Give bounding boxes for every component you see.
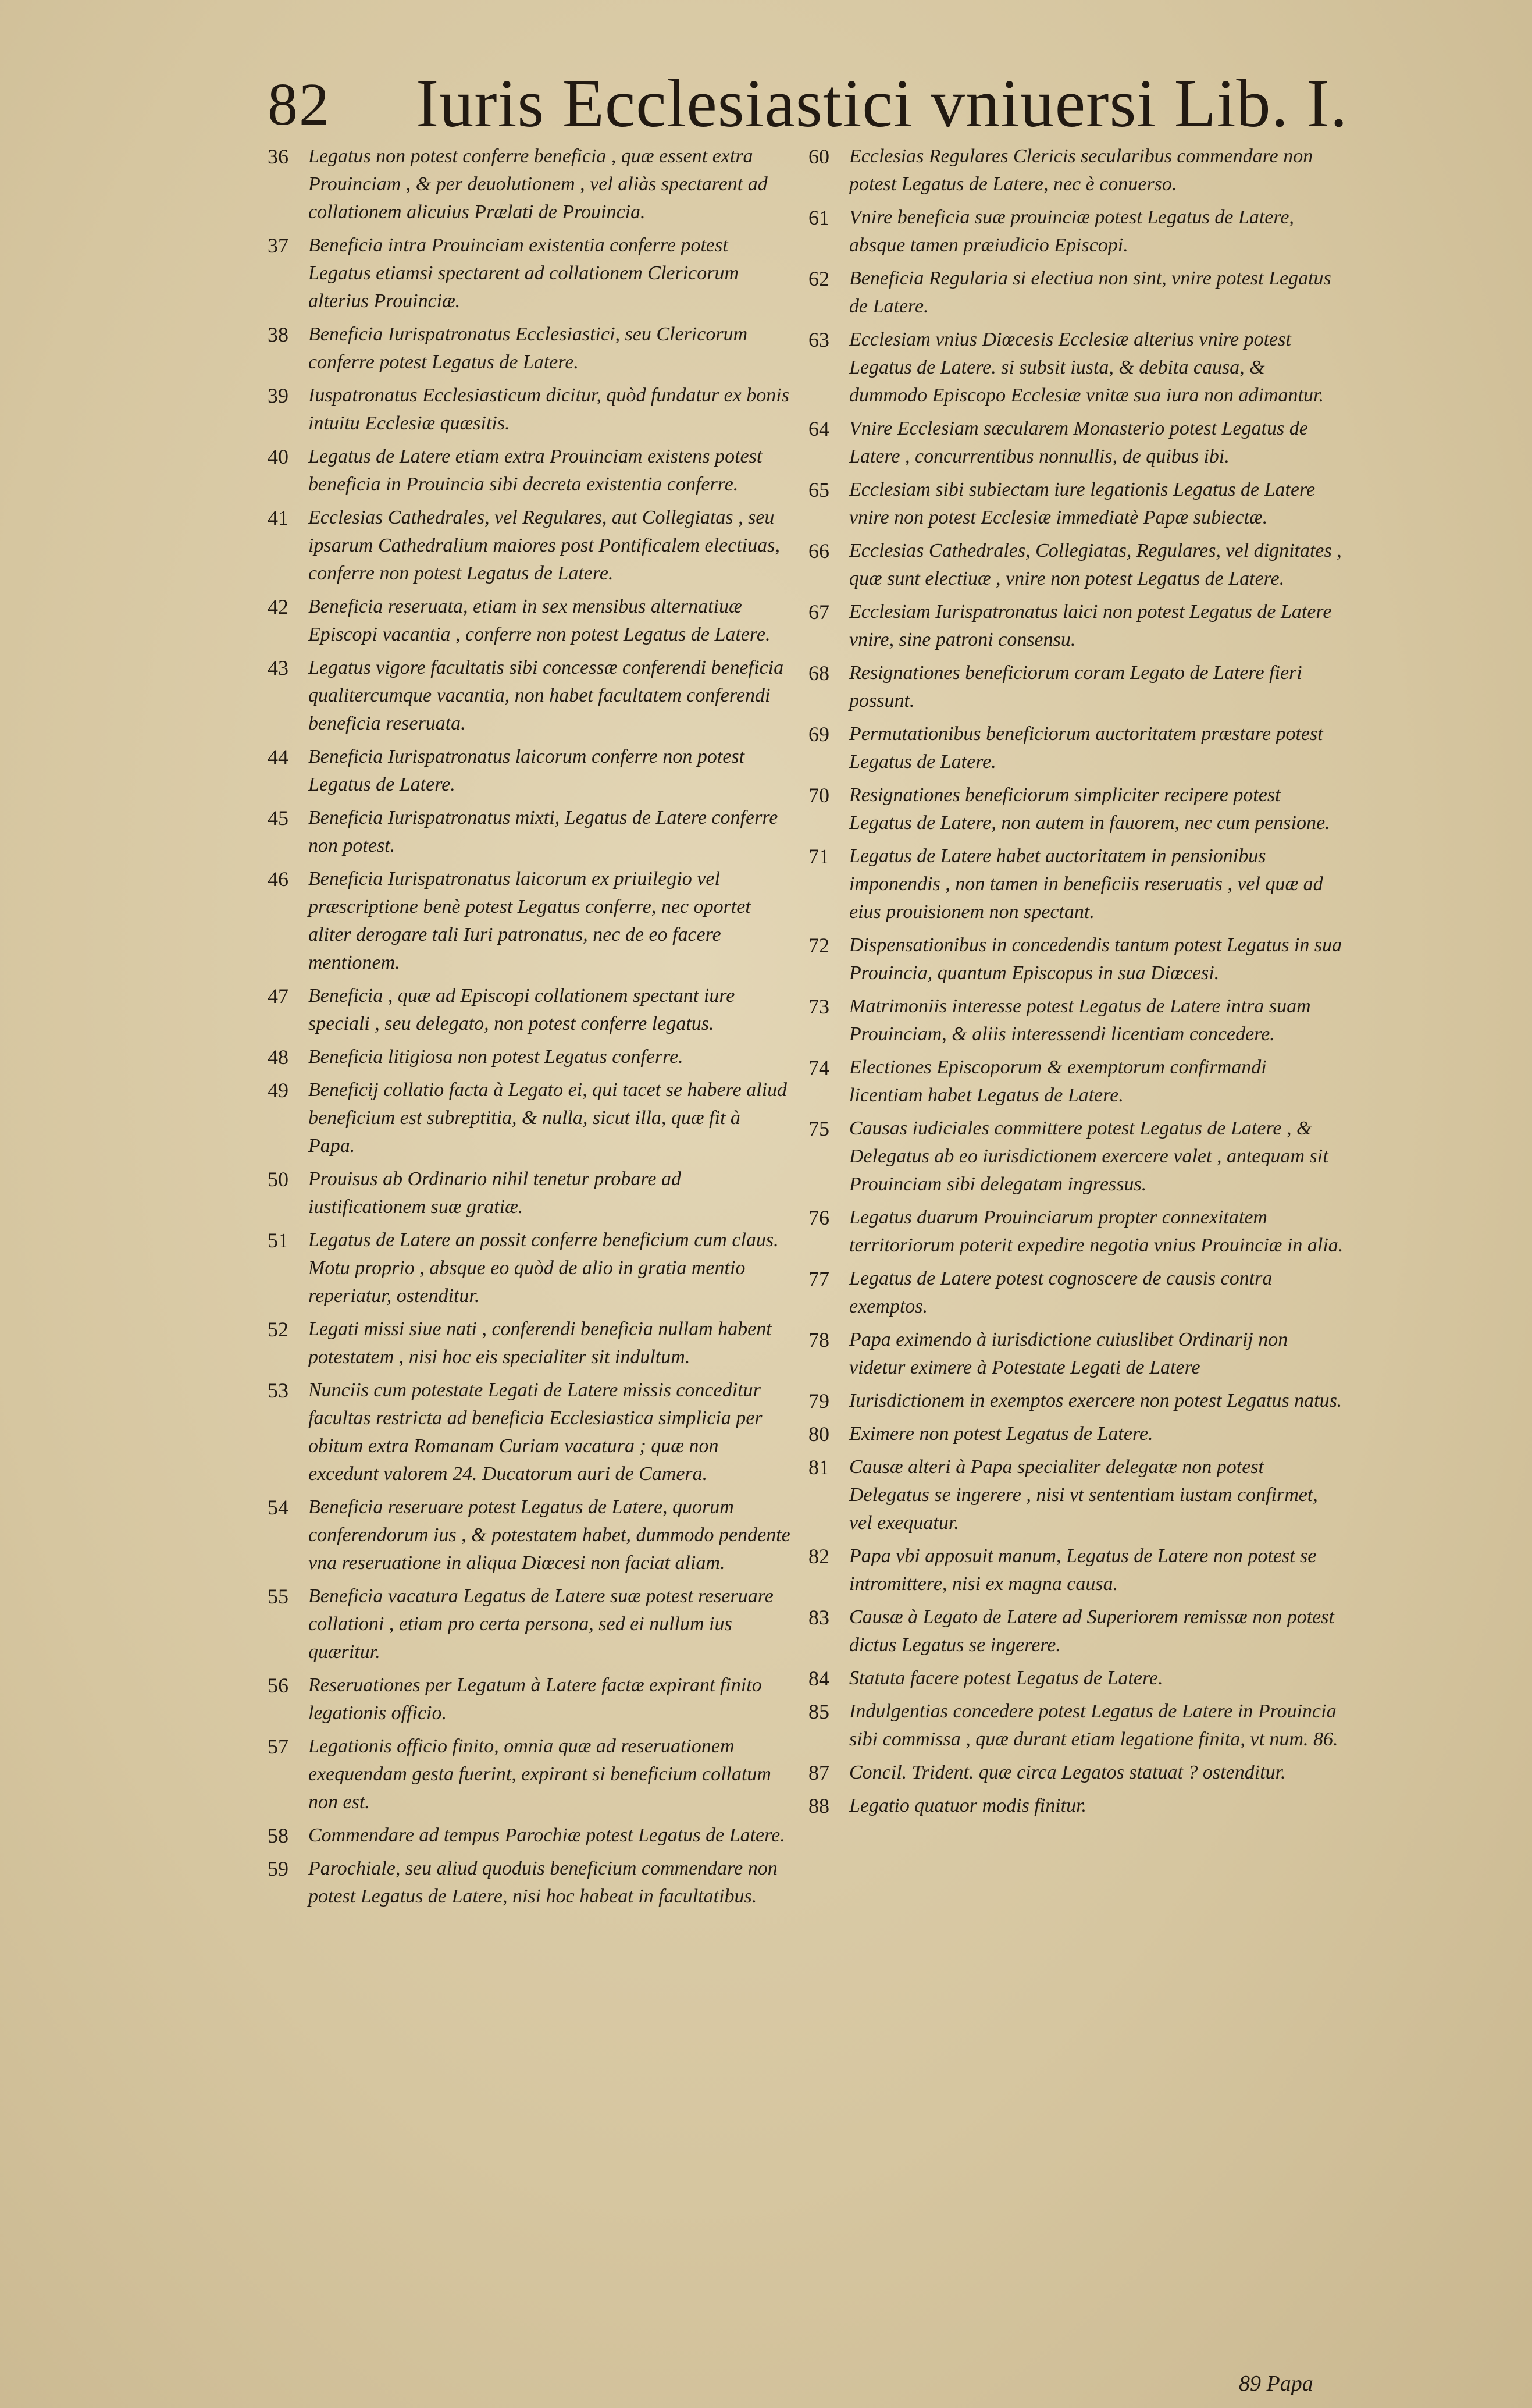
summary-entry: [268, 143, 791, 226]
entry-number: 56: [268, 1674, 288, 1697]
summary-entry: [808, 842, 1344, 926]
summary-entry: [808, 1603, 1344, 1659]
entry-number: 77: [808, 1267, 829, 1290]
summary-entry: [268, 321, 791, 376]
summary-entry: [808, 720, 1344, 776]
entry-number: 54: [268, 1496, 288, 1519]
entry-text: Legationis officio finito, omnia quæ ad reseruationem exequendam gesta fuerint, expirant si beneficium collatum non est.: [308, 1735, 771, 1813]
entry-text: Beneficij collatio facta à Legato ei, qui tacet se habere aliud beneficium est subreptitia, & nulla, sicut illa, quæ fit à Papa.: [308, 1079, 788, 1157]
entry-number: 71: [808, 845, 829, 868]
entry-text: Iuspatronatus Ecclesiasticum dicitur, quòd fundatur ex bonis intuitu Ecclesiæ quæsitis.: [308, 385, 789, 434]
entry-number: 83: [808, 1606, 829, 1629]
summary-entry: [268, 982, 791, 1038]
entry-number: 87: [808, 1761, 829, 1784]
entry-text: Causæ à Legato de Latere ad Superiorem remissæ non potest dictus Legatus se ingerere.: [849, 1606, 1334, 1656]
summary-entry: [268, 1226, 791, 1310]
summary-entry: [268, 504, 791, 588]
summary-entry: [268, 1582, 791, 1666]
entry-number: 70: [808, 784, 829, 807]
summary-entry: [808, 143, 1344, 198]
entry-text: Matrimoniis interesse potest Legatus de Latere intra suam Prouinciam, & aliis interessendi licentiam concedere.: [849, 995, 1311, 1045]
entry-number: 88: [808, 1794, 829, 1817]
entry-text: Beneficia Iurispatronatus laicorum ex priuilegio vel præscriptione benè potest Legatus conferre, nec oportet aliter derogare tali Iuri patronatus, nec de eo facere mentionem.: [308, 868, 751, 973]
entry-text: Beneficia vacatura Legatus de Latere suæ potest reseruare collationi , etiam pro certa persona, sed ei nullum ius quæritur.: [308, 1585, 774, 1663]
catchword: 89 Papa: [1239, 2371, 1313, 2396]
entry-number: 60: [808, 145, 829, 168]
summary-entry: [268, 593, 791, 649]
summary-entry: [268, 743, 791, 799]
summary-entry: [808, 781, 1344, 837]
summary-entry: [268, 1493, 791, 1577]
entry-number: 46: [268, 867, 288, 891]
summary-entry: [268, 654, 791, 738]
entry-number: 85: [808, 1700, 829, 1723]
entry-text: Legatus de Latere habet auctoritatem in pensionibus imponendis , non tamen in beneficiis reseruatis , vel quæ ad eius prouisionem non spectant.: [849, 845, 1323, 923]
page-number: 82: [268, 71, 330, 138]
entry-text: Beneficia , quæ ad Episcopi collationem spectant iure speciali , seu delegato, non potest conferre legatus.: [308, 985, 735, 1034]
entry-text: Papa vbi apposuit manum, Legatus de Latere non potest se intromittere, nisi ex magna causa.: [849, 1545, 1317, 1595]
entry-text: Concil. Trident. quæ circa Legatos statuat ? ostenditur.: [849, 1762, 1286, 1783]
entry-number: 82: [808, 1545, 829, 1568]
entry-text: Iurisdictionem in exemptos exercere non potest Legatus natus.: [849, 1390, 1342, 1411]
entry-text: Beneficia reseruata, etiam in sex mensibus alternatiuæ Episcopi vacantia , conferre non potest Legatus de Latere.: [308, 596, 771, 645]
entry-number: 65: [808, 478, 829, 501]
entry-number: 39: [268, 384, 288, 407]
entry-text: Resignationes beneficiorum coram Legato de Latere fieri possunt.: [849, 662, 1302, 712]
left-column: [268, 143, 791, 1916]
summary-entry: [808, 537, 1344, 593]
entry-number: 40: [268, 445, 288, 468]
entry-number: 74: [808, 1056, 829, 1079]
entry-text: Legatus non potest conferre beneficia , quæ essent extra Prouinciam , & per deuolutionem , vel aliàs spectarent ad collationem alicuius Prælati de Prouincia.: [308, 145, 768, 223]
entry-text: Ecclesias Cathedrales, vel Regulares, aut Collegiatas , seu ipsarum Cathedralium maiores post Pontificalem electiuas, conferre non potest Legatus de Latere.: [308, 507, 780, 584]
entry-number: 69: [808, 723, 829, 746]
summary-entry: [808, 659, 1344, 715]
entry-number: 63: [808, 328, 829, 351]
summary-entry: [808, 415, 1344, 471]
summary-entry: [268, 1671, 791, 1727]
entry-text: Beneficia Iurispatronatus laicorum conferre non potest Legatus de Latere.: [308, 746, 745, 795]
entry-text: Reseruationes per Legatum à Latere factæ expirant finito legationis officio.: [308, 1674, 762, 1724]
entry-number: 72: [808, 934, 829, 957]
entry-text: Beneficia Iurispatronatus mixti, Legatus de Latere conferre non potest.: [308, 807, 778, 856]
summary-entry: [268, 443, 791, 499]
entry-number: 38: [268, 323, 288, 346]
entry-text: Beneficia litigiosa non potest Legatus conferre.: [308, 1046, 683, 1068]
summary-entry: [808, 1420, 1344, 1448]
entry-text: Beneficia intra Prouinciam existentia conferre potest Legatus etiamsi spectarent ad collationem Clericorum alterius Prouinciæ.: [308, 234, 739, 312]
entry-text: Statuta facere potest Legatus de Latere.: [849, 1667, 1163, 1689]
summary-entry: [268, 382, 791, 438]
summary-entry: [268, 1043, 791, 1071]
entry-number: 52: [268, 1318, 288, 1341]
summary-entry: [268, 865, 791, 977]
entry-text: Legati missi siue nati , conferendi beneficia nullam habent potestatem , nisi hoc eis specialiter sit indultum.: [308, 1318, 772, 1368]
entry-text: Legatus de Latere potest cognoscere de causis contra exemptos.: [849, 1268, 1273, 1317]
entry-text: Dispensationibus in concedendis tantum potest Legatus in sua Prouincia, quantum Episcopus in sua Diœcesi.: [849, 934, 1342, 984]
entry-number: 73: [808, 995, 829, 1018]
entry-number: 41: [268, 506, 288, 529]
entry-text: Legatus duarum Prouinciarum propter connexitatem territoriorum poterit expedire negotia vnius Prouinciæ in alia.: [849, 1207, 1344, 1256]
entry-number: 43: [268, 656, 288, 680]
summary-entry: [268, 1733, 791, 1816]
right-column: [808, 143, 1344, 1825]
entry-text: Electiones Episcoporum & exemptorum confirmandi licentiam habet Legatus de Latere.: [849, 1057, 1267, 1106]
summary-entry: [808, 1387, 1344, 1415]
summary-entry: [808, 1265, 1344, 1321]
summary-entry: [808, 931, 1344, 987]
entry-text: Legatus de Latere etiam extra Prouinciam existens potest beneficia in Prouincia sibi decreta existentia conferre.: [308, 446, 763, 495]
entry-number: 67: [808, 600, 829, 624]
entry-number: 53: [268, 1379, 288, 1402]
summary-entry: [808, 1204, 1344, 1260]
entry-text: Ecclesiam sibi subiectam iure legationis Legatus de Latere vnire non potest Ecclesiæ immediatè Papæ subiectæ.: [849, 479, 1316, 528]
entry-number: 81: [808, 1456, 829, 1479]
summary-entry: [808, 326, 1344, 410]
entry-number: 47: [268, 984, 288, 1008]
entry-number: 68: [808, 661, 829, 685]
entry-number: 62: [808, 267, 829, 290]
summary-entry: [268, 1076, 791, 1160]
summary-entry: [808, 1542, 1344, 1598]
entry-number: 55: [268, 1585, 288, 1608]
entry-number: 57: [268, 1735, 288, 1758]
summary-entry: [268, 1855, 791, 1911]
summary-entry: [268, 1315, 791, 1371]
summary-entry: [808, 598, 1344, 654]
entry-text: Vnire Ecclesiam sæcularem Monasterio potest Legatus de Latere , concurrentibus nonnullis, de quibus ibi.: [849, 418, 1308, 467]
entry-number: 78: [808, 1328, 829, 1351]
entry-text: Indulgentias concedere potest Legatus de Latere in Prouincia sibi commissa , quæ durant etiam legatione finita, vt num. 86.: [849, 1701, 1338, 1750]
entry-text: Beneficia reseruare potest Legatus de Latere, quorum conferendorum ius , & potestatem habet, dummodo pendente vna reseruatione in aliqua Diœcesi non faciat aliam.: [308, 1496, 790, 1574]
entry-text: Commendare ad tempus Parochiæ potest Legatus de Latere.: [308, 1824, 785, 1846]
entry-number: 49: [268, 1079, 288, 1102]
entry-text: Causæ alteri à Papa specialiter delegatæ non potest Delegatus se ingerere , nisi vt sententiam iustam confirmet, vel exequatur.: [849, 1456, 1318, 1534]
entry-number: 61: [808, 206, 829, 229]
entry-number: 37: [268, 234, 288, 257]
entry-text: Resignationes beneficiorum simpliciter recipere potest Legatus de Latere, non autem in fauorem, nec cum pensione.: [849, 784, 1330, 834]
entry-number: 59: [268, 1857, 288, 1880]
entry-text: Papa eximendo à iurisdictione cuiuslibet Ordinarij non videtur eximere à Potestate Legati de Latere: [849, 1329, 1288, 1378]
summary-entry: [808, 1054, 1344, 1109]
summary-entry: [268, 1376, 791, 1488]
entry-text: Ecclesias Cathedrales, Collegiatas, Regulares, vel dignitates , quæ sunt electiuæ , vnire non potest Legatus de Latere.: [849, 540, 1342, 589]
entry-text: Nunciis cum potestate Legati de Latere missis conceditur facultas restricta ad beneficia Ecclesiastica simplicia per obitum extra Romanam Curiam vacatura ; quæ non excedunt valorem 24. Ducatorum auri de Camera.: [308, 1379, 763, 1485]
entry-number: 36: [268, 145, 288, 168]
entry-number: 58: [268, 1824, 288, 1847]
entry-number: 45: [268, 806, 288, 830]
summary-entry: [268, 1165, 791, 1221]
entry-number: 64: [808, 417, 829, 440]
summary-entry: [268, 232, 791, 315]
entry-text: Beneficia Iurispatronatus Ecclesiastici, seu Clericorum conferre potest Legatus de Latere.: [308, 323, 748, 373]
summary-entry: [808, 993, 1344, 1048]
summary-entry: [808, 1759, 1344, 1787]
summary-entry: [808, 1792, 1344, 1820]
entry-number: 51: [268, 1229, 288, 1252]
summary-entry: [808, 265, 1344, 321]
summary-entry: [808, 1115, 1344, 1198]
page-header: [268, 64, 1431, 145]
running-title: Iuris Ecclesiastici vniuersi Lib. I.: [416, 65, 1348, 141]
entry-text: Ecclesiam vnius Diœcesis Ecclesiæ alterius vnire potest Legatus de Latere. si subsit iusta, & debita causa, & dummodo Episcopo Ecclesiæ vnitæ sua iura non adimantur.: [849, 329, 1324, 406]
entry-number: 79: [808, 1389, 829, 1413]
summary-entry: [808, 476, 1344, 532]
entry-number: 44: [268, 745, 288, 769]
entry-text: Legatus vigore facultatis sibi concessæ conferendi beneficia qualitercumque vacantia, non habet facultatem conferendi beneficia reseruata.: [308, 657, 784, 734]
entry-number: 50: [268, 1168, 288, 1191]
entry-number: 84: [808, 1667, 829, 1690]
entry-number: 48: [268, 1045, 288, 1069]
entry-text: Legatio quatuor modis finitur.: [849, 1795, 1087, 1816]
entry-number: 75: [808, 1117, 829, 1140]
entry-text: Beneficia Regularia si electiua non sint, vnire potest Legatus de Latere.: [849, 268, 1331, 317]
entry-text: Parochiale, seu aliud quoduis beneficium commendare non potest Legatus de Latere, nisi hoc habeat in facultatibus.: [308, 1858, 778, 1907]
entry-number: 66: [808, 539, 829, 563]
entry-number: 42: [268, 595, 288, 618]
entry-text: Legatus de Latere an possit conferre beneficium cum claus. Motu proprio , absque eo quòd de alio in gratia mentio reperiatur, ostenditur.: [308, 1229, 779, 1307]
entry-text: Ecclesiam Iurispatronatus laici non potest Legatus de Latere vnire, sine patroni consensu.: [849, 601, 1332, 650]
entry-text: Ecclesias Regulares Clericis secularibus commendare non potest Legatus de Latere, nec è conuerso.: [849, 145, 1313, 195]
entry-text: Prouisus ab Ordinario nihil tenetur probare ad iustificationem suæ gratiæ.: [308, 1168, 681, 1218]
entry-text: Causas iudiciales committere potest Legatus de Latere , & Delegatus ab eo iurisdictionem exercere valet , antequam sit Prouinciam sibi delegatam ingressus.: [849, 1118, 1328, 1195]
entry-text: Permutationibus beneficiorum auctoritatem præstare potest Legatus de Latere.: [849, 723, 1323, 773]
entry-number: 80: [808, 1422, 829, 1446]
summary-entry: [268, 1822, 791, 1849]
summary-entry: [808, 1326, 1344, 1382]
entry-text: Vnire beneficia suæ prouinciæ potest Legatus de Latere, absque tamen præiudicio Episcopi.: [849, 207, 1294, 256]
summary-entry: [268, 804, 791, 860]
summary-entry: [808, 204, 1344, 259]
entry-number: 76: [808, 1206, 829, 1229]
summary-entry: [808, 1698, 1344, 1753]
summary-entry: [808, 1453, 1344, 1537]
summary-entry: [808, 1664, 1344, 1692]
entry-text: Eximere non potest Legatus de Latere.: [849, 1423, 1153, 1445]
